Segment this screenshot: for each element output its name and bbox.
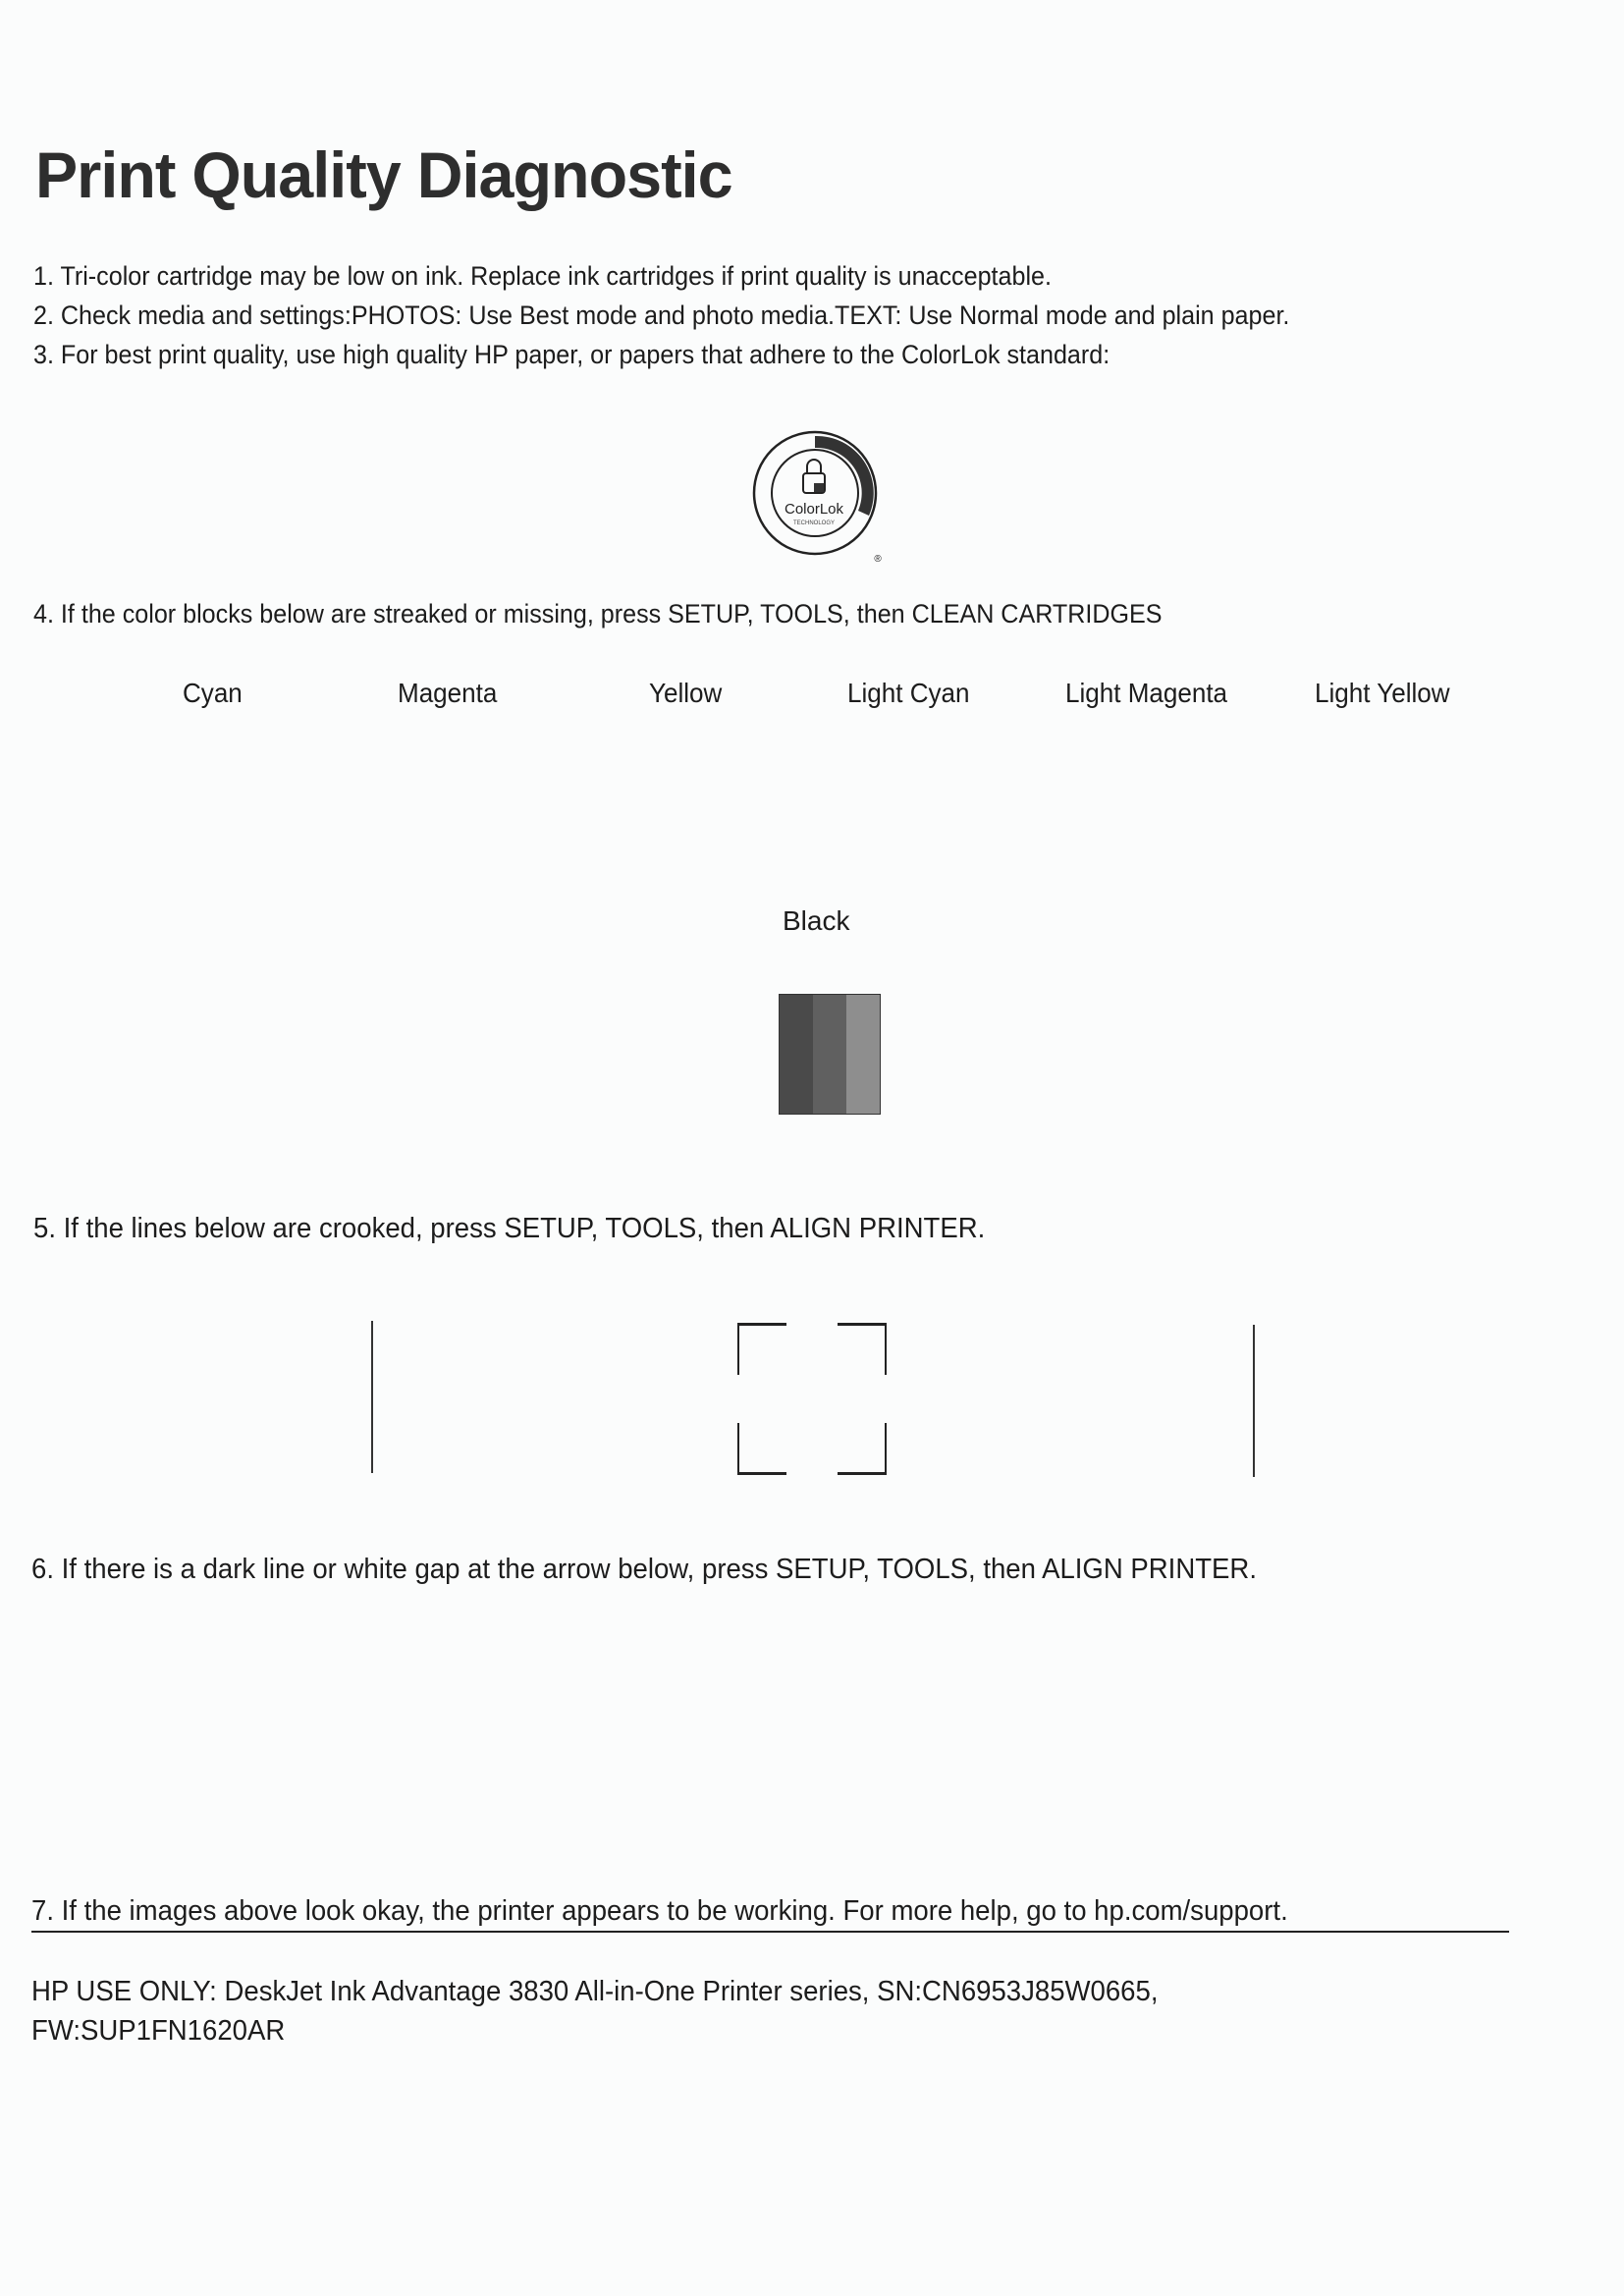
color-label-cyan: Cyan xyxy=(183,678,243,708)
instruction-6: 6. If there is a dark line or white gap at the arrow below, press SETUP, TOOLS, then ALIGN PRINTER. xyxy=(31,1554,1257,1585)
svg-text:®: ® xyxy=(874,554,882,565)
alignment-line-right xyxy=(1253,1325,1255,1477)
alignment-bracket-bottom-right xyxy=(838,1423,887,1475)
svg-text:ColorLok: ColorLok xyxy=(784,501,844,518)
alignment-bracket-top-right xyxy=(838,1323,887,1375)
svg-text:TECHNOLOGY: TECHNOLOGY xyxy=(792,520,836,526)
alignment-bracket-bottom-left xyxy=(737,1423,786,1475)
page-title: Print Quality Diagnostic xyxy=(35,138,732,211)
color-label-light-yellow: Light Yellow xyxy=(1315,678,1450,708)
instruction-5: 5. If the lines below are crooked, press SETUP, TOOLS, then ALIGN PRINTER. xyxy=(33,1213,986,1244)
instruction-3: 3. For best print quality, use high quality HP paper, or papers that adhere to the ColorLok standard: xyxy=(33,340,1110,369)
instruction-1: 1. Tri-color cartridge may be low on ink. Replace ink cartridges if print quality is unacceptable. xyxy=(33,261,1052,291)
hp-use-only-line: HP USE ONLY: DeskJet Ink Advantage 3830 All-in-One Printer series, SN:CN6953J85W0665, xyxy=(31,1976,1159,2007)
alignment-line-left xyxy=(371,1321,373,1473)
black-color-block xyxy=(779,994,881,1115)
alignment-bracket-top-left xyxy=(737,1323,786,1375)
instruction-7: 7. If the images above look okay, the printer appears to be working. For more help, go to hp.com/support. xyxy=(31,1895,1288,1927)
colorlok-logo-icon xyxy=(746,422,893,570)
color-label-light-cyan: Light Cyan xyxy=(847,678,970,708)
instruction-4: 4. If the color blocks below are streaked or missing, press SETUP, TOOLS, then CLEAN CARTRIDGES xyxy=(33,599,1163,629)
firmware-line: FW:SUP1FN1620AR xyxy=(31,2015,286,2047)
color-label-black: Black xyxy=(783,905,850,936)
divider xyxy=(31,1931,1509,1933)
instruction-2: 2. Check media and settings:PHOTOS: Use Best mode and photo media.TEXT: Use Normal mode and plain paper. xyxy=(33,301,1290,330)
color-label-magenta: Magenta xyxy=(398,678,498,708)
color-label-yellow: Yellow xyxy=(649,678,723,708)
color-label-light-magenta: Light Magenta xyxy=(1065,678,1228,708)
